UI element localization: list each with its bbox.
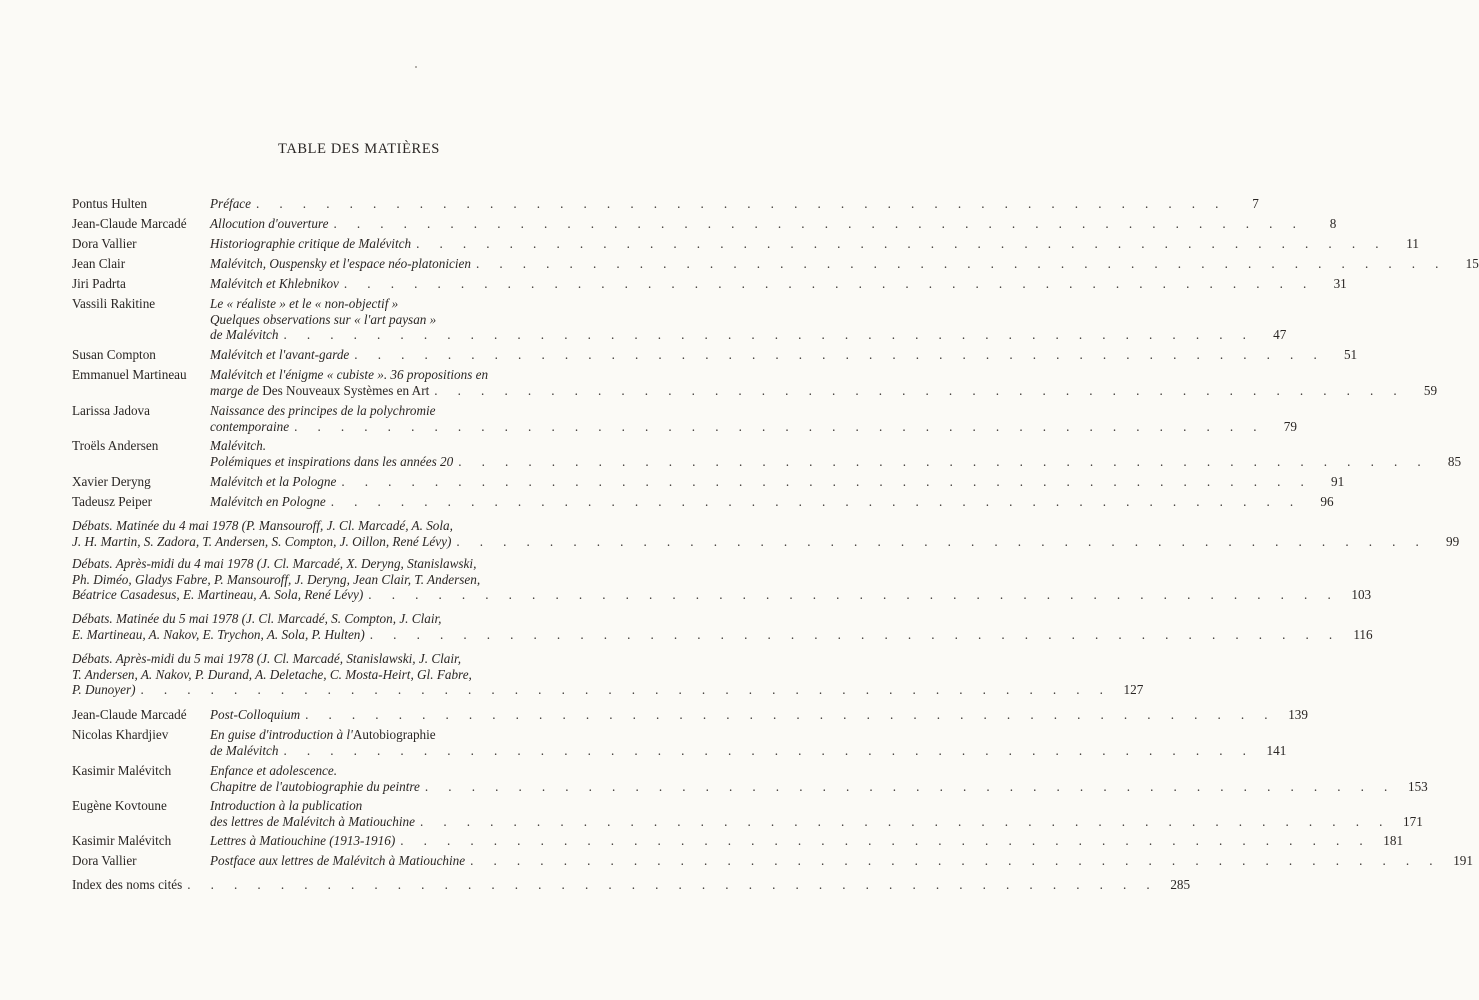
- entry-author: Vassili Rakitine: [72, 296, 156, 311]
- entry-author: Nicolas Khardjiev: [72, 727, 169, 742]
- page-number: 47: [1273, 327, 1287, 343]
- page-number: 85: [1447, 453, 1462, 469]
- entry-title: Le « réaliste » et le « non-objectif » Quelques observations sur « l'art paysan » de Malévitch . . . . . . . . . . . . . . . . . . . . . . . . . . . . . . . . . . . . . . . . . . 47: [210, 296, 1287, 343]
- page-number: 59: [1423, 382, 1438, 398]
- dot-leader: . . . . . . . . . . . . . . . . . . . . . . . . . . . . . . . . . . . . . . . . . .: [294, 418, 1265, 434]
- page-number: 96: [1320, 494, 1334, 509]
- entry-author: Emmanuel Martineau: [72, 367, 187, 382]
- dot-leader: . . . . . . . . . . . . . . . . . . . . . . . . . . . . . . . . . . . . . . . . . .: [416, 236, 1387, 251]
- entry-title: Malévitch, Ouspensky et l'espace néo-platonicien . . . . . . . . . . . . . . . . . . . . . . . . . . . . . . . . . . . . . . . . . . 15: [210, 256, 1479, 271]
- entry-author: Larissa Jadova: [72, 403, 150, 418]
- entry-title: Enfance et adolescence. Chapitre de l'autobiographie du peintre . . . . . . . . . . . . . . . . . . . . . . . . . . . . . . . . . . . . . . . . . . 153: [210, 763, 1428, 794]
- entry-title: Historiographie critique de Malévitch . . . . . . . . . . . . . . . . . . . . . . . . . . . . . . . . . . . . . . . . . . 11: [210, 236, 1419, 251]
- page-number: 11: [1406, 236, 1419, 251]
- entry-author: Jean Clair: [72, 256, 126, 271]
- dot-leader: . . . . . . . . . . . . . . . . . . . . . . . . . . . . . . . . . . . . . . . . . .: [341, 474, 1313, 489]
- dot-leader: . . . . . . . . . . . . . . . . . . . . . . . . . . . . . . . . . . . . . . . . . .: [330, 494, 1302, 509]
- entry-author: Eugène Kovtoune: [72, 798, 167, 813]
- page-number: 99: [1446, 533, 1460, 549]
- dot-leader: . . . . . . . . . . . . . . . . . . . . . . . . . . . . . . . . . . . . . . . . . .: [458, 453, 1430, 469]
- entry-author: Kasimir Malévitch: [72, 763, 172, 778]
- page-number: 31: [1333, 276, 1347, 291]
- dot-leader: . . . . . . . . . . . . . . . . . . . . . . . . . . . . . . . . . . . . . . . . . .: [368, 587, 1340, 603]
- dot-leader: . . . . . . . . . . . . . . . . . . . . . . . . . . . . . . . . . . . . . . . . . .: [256, 196, 1227, 211]
- dot-leader: . . . . . . . . . . . . . . . . . . . . . . . . . . . . . . . . . . . . . . . . . .: [419, 813, 1391, 829]
- dot-leader: . . . . . . . . . . . . . . . . . . . . . . . . . . . . . . . . . . . . . . . . . .: [456, 533, 1428, 549]
- entry-title: Malévitch. Polémiques et inspirations dans les années 20 . . . . . . . . . . . . . . . . . . . . . . . . . . . . . . . . . . . . . . . . . . 85: [210, 438, 1462, 469]
- page-number: 8: [1329, 216, 1337, 231]
- page-number: 127: [1123, 682, 1144, 698]
- dot-leader: . . . . . . . . . . . . . . . . . . . . . . . . . . . . . . . . . . . . . . . . . .: [305, 707, 1276, 722]
- entry-title: Postface aux lettres de Malévitch à Matiouchine . . . . . . . . . . . . . . . . . . . . . . . . . . . . . . . . . . . . . . . . . . 191: [210, 853, 1473, 868]
- page-number: 7: [1252, 196, 1259, 211]
- page-number: 79: [1283, 418, 1297, 434]
- index-label: Index des noms cités: [72, 877, 183, 892]
- entry-title: Naissance des principes de la polychromie contemporaine . . . . . . . . . . . . . . . . . . . . . . . . . . . . . . . . . . . . . . . . . . 79: [210, 403, 1297, 434]
- debate-title: Débats. Après-midi du 4 mai 1978 (J. Cl. Marcadé, X. Deryng, Stanislawski, Ph. Diméo, Gladys Fabre, P. Mansouroff, J. Deryng, Jean Clair, T. Andersen, Béatrice Casadesus, E. Martineau, A. Sola, René Lévy) . . . . . . . . . . . . . . . . . . . . . . . . . . . . . . . . . . . . . . . . . . 103: [72, 556, 1372, 603]
- entry-title: Malévitch et Khlebnikov . . . . . . . . . . . . . . . . . . . . . . . . . . . . . . . . . . . . . . . . . . 31: [210, 276, 1347, 291]
- dot-leader: . . . . . . . . . . . . . . . . . . . . . . . . . . . . . . . . . . . . . . . . . .: [140, 682, 1112, 698]
- page-number: 51: [1343, 347, 1358, 362]
- page-number: 91: [1331, 474, 1345, 489]
- entry-author: Jean-Claude Marcadé: [72, 216, 187, 231]
- dot-leader: . . . . . . . . . . . . . . . . . . . . . . . . . . . . . . . . . . . . . . . . . .: [187, 877, 1159, 892]
- entry-author: Dora Vallier: [72, 236, 137, 251]
- entry-title: Post-Colloquium . . . . . . . . . . . . . . . . . . . . . . . . . . . . . . . . . . . . . . . . . . 139: [210, 707, 1308, 722]
- entry-title: Lettres à Matiouchine (1913-1916) . . . . . . . . . . . . . . . . . . . . . . . . . . . . . . . . . . . . . . . . . . 181: [210, 833, 1404, 848]
- entry-title: Malévitch en Pologne . . . . . . . . . . . . . . . . . . . . . . . . . . . . . . . . . . . . . . . . . . 96: [210, 494, 1334, 509]
- entry-author: Jean-Claude Marcadé: [72, 707, 187, 722]
- entry-author: Jiri Padrta: [72, 276, 126, 291]
- page-number: 171: [1403, 813, 1423, 829]
- dot-leader: . . . . . . . . . . . . . . . . . . . . . . . . . . . . . . . . . . . . . . . . . .: [283, 742, 1255, 758]
- entry-title: Préface . . . . . . . . . . . . . . . . . . . . . . . . . . . . . . . . . . . . . . . . . . 7: [210, 196, 1259, 211]
- page-number: 139: [1288, 707, 1308, 722]
- debate-title: Débats. Matinée du 5 mai 1978 (J. Cl. Marcadé, S. Compton, J. Clair, E. Martineau, A. Nakov, E. Trychon, A. Sola, P. Hulten) . . . . . . . . . . . . . . . . . . . . . . . . . . . . . . . . . . . . . . . . . . 116: [72, 611, 1373, 642]
- entry-author: Troëls Andersen: [72, 438, 159, 453]
- debate-title: Débats. Matinée du 4 mai 1978 (P. Mansouroff, J. Cl. Marcadé, A. Sola, J. H. Martin, S. Zadora, T. Andersen, S. Compton, J. Oillon, René Lévy) . . . . . . . . . . . . . . . . . . . . . . . . . . . . . . . . . . . . . . . . . . 99: [72, 518, 1460, 549]
- dot-leader: . . . . . . . . . . . . . . . . . . . . . . . . . . . . . . . . . . . . . . . . . .: [354, 347, 1326, 362]
- page-number: 116: [1353, 626, 1373, 642]
- page-title: TABLE DES MATIÈRES: [278, 141, 440, 157]
- index-title: [72, 877, 1191, 893]
- page-number: 181: [1383, 833, 1404, 848]
- dot-leader: . . . . . . . . . . . . . . . . . . . . . . . . . . . . . . . . . . . . . . . . . .: [424, 778, 1396, 794]
- dot-leader: . . . . . . . . . . . . . . . . . . . . . . . . . . . . . . . . . . . . . . . . . .: [343, 276, 1315, 291]
- debate-title: Débats. Après-midi du 5 mai 1978 (J. Cl. Marcadé, Stanislawski, J. Clair, T. Andersen, A. Nakov, P. Durand, A. Deletache, C. Mosta-Heirt, Gl. Fabre, P. Dunoyer) . . . . . . . . . . . . . . . . . . . . . . . . . . . . . . . . . . . . . . . . . . 127: [72, 651, 1144, 698]
- entry-author: Susan Compton: [72, 347, 156, 362]
- page-number: 191: [1453, 853, 1473, 868]
- entry-author: Kasimir Malévitch: [72, 833, 172, 848]
- entry-author: Tadeusz Peiper: [72, 494, 152, 509]
- page-number: 103: [1351, 587, 1372, 603]
- entry-author: Dora Vallier: [72, 853, 137, 868]
- dot-leader: . . . . . . . . . . . . . . . . . . . . . . . . . . . . . . . . . . . . . . . . . .: [400, 833, 1372, 848]
- paper-speck: [415, 66, 417, 68]
- dot-leader: . . . . . . . . . . . . . . . . . . . . . . . . . . . . . . . . . . . . . . . . . .: [333, 216, 1305, 231]
- entry-author: Xavier Deryng: [72, 474, 151, 489]
- entry-title: Malévitch et l'énigme « cubiste ». 36 propositions en marge de Des Nouveaux Systèmes en Art . . . . . . . . . . . . . . . . . . . . . . . . . . . . . . . . . . . . . . . . . . 59: [210, 367, 1438, 398]
- page-number: 141: [1266, 742, 1287, 758]
- dot-leader: . . . . . . . . . . . . . . . . . . . . . . . . . . . . . . . . . . . . . . . . . .: [475, 256, 1447, 271]
- dot-leader: . . . . . . . . . . . . . . . . . . . . . . . . . . . . . . . . . . . . . . . . . .: [369, 626, 1341, 642]
- page-number: 153: [1407, 778, 1428, 794]
- entry-title: Allocution d'ouverture . . . . . . . . . . . . . . . . . . . . . . . . . . . . . . . . . . . . . . . . . . 8: [210, 216, 1337, 231]
- entry-author: Pontus Hulten: [72, 196, 148, 211]
- dot-leader: . . . . . . . . . . . . . . . . . . . . . . . . . . . . . . . . . . . . . . . . . .: [470, 853, 1441, 868]
- entry-title: Malévitch et la Pologne . . . . . . . . . . . . . . . . . . . . . . . . . . . . . . . . . . . . . . . . . . 91: [210, 474, 1345, 489]
- dot-leader: . . . . . . . . . . . . . . . . . . . . . . . . . . . . . . . . . . . . . . . . . .: [434, 382, 1406, 398]
- entry-title: Introduction à la publication des lettres de Malévitch à Matiouchine . . . . . . . . . . . . . . . . . . . . . . . . . . . . . . . . . . . . . . . . . . 171: [210, 798, 1423, 829]
- page-number: 285: [1170, 877, 1191, 892]
- page-number: 15: [1465, 256, 1479, 271]
- entry-title: En guise d'introduction à l'Autobiographie de Malévitch . . . . . . . . . . . . . . . . . . . . . . . . . . . . . . . . . . . . . . . . . . 141: [210, 727, 1287, 758]
- dot-leader: . . . . . . . . . . . . . . . . . . . . . . . . . . . . . . . . . . . . . . . . . .: [283, 327, 1255, 343]
- entry-title: Malévitch et l'avant-garde . . . . . . . . . . . . . . . . . . . . . . . . . . . . . . . . . . . . . . . . . . 51: [210, 347, 1358, 362]
